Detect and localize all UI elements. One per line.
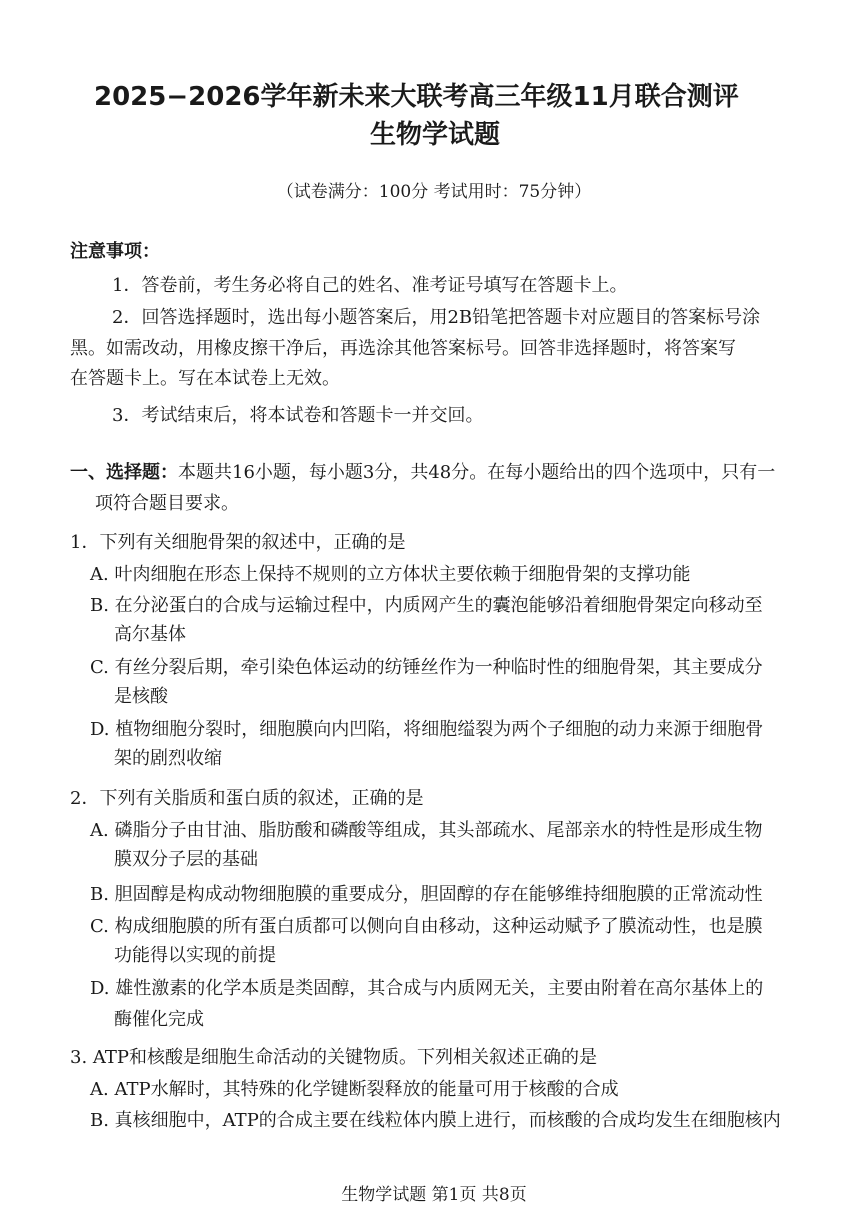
option-1c-cont: 是核酸 bbox=[114, 686, 168, 707]
question-stem-3: 3. ATP和核酸是细胞生命活动的关键物质。下列相关叙述正确的是 bbox=[70, 1047, 598, 1068]
option-1d: D. 植物细胞分裂时，细胞膜向内凹陷，将细胞缢裂为两个子细胞的动力来源于细胞骨 bbox=[90, 719, 764, 740]
option-2a: A. 磷脂分子由甘油、脂肪酸和磷酸等组成，其头部疏水、尾部亲水的特性是形成生物 bbox=[90, 820, 763, 841]
notice-heading: 注意事项： bbox=[70, 241, 160, 262]
section-desc: 本题共16小题，每小题3分，共48分。在每小题给出的四个选项中，只有一 bbox=[178, 462, 776, 483]
option-2d: D. 雄性激素的化学本质是类固醇，其合成与内质网无关，主要由附着在高尔基体上的 bbox=[90, 978, 764, 999]
option-1c: C. 有丝分裂后期，牵引染色体运动的纺锤丝作为一种临时性的细胞骨架，其主要成分 bbox=[90, 657, 763, 678]
option-2d-cont: 酶催化完成 bbox=[114, 1009, 204, 1030]
subject-title-text: 生物学试题 bbox=[369, 120, 500, 150]
notice-item: 在答题卡上。写在本试卷上无效。 bbox=[70, 368, 340, 389]
subject-title bbox=[0, 118, 868, 152]
option-1a: A. 叶肉细胞在形态上保持不规则的立方体状主要依赖于细胞骨架的支撑功能 bbox=[90, 564, 691, 585]
notice-item: 1．答卷前，考生务必将自己的姓名、准考证号填写在答题卡上。 bbox=[112, 275, 628, 296]
option-1d-cont: 架的剧烈收缩 bbox=[114, 748, 222, 769]
option-2b: B. 胆固醇是构成动物细胞膜的重要成分，胆固醇的存在能够维持细胞膜的正常流动性 bbox=[90, 884, 763, 905]
exam-info: （试卷满分：100分 考试用时：75分钟） bbox=[276, 182, 592, 202]
option-2c: C. 构成细胞膜的所有蛋白质都可以侧向自由移动，这种运动赋予了膜流动性，也是膜 bbox=[90, 916, 763, 937]
section-desc-cont: 项符合题目要求。 bbox=[95, 493, 239, 514]
option-2a-cont: 膜双分子层的基础 bbox=[114, 849, 258, 870]
exam-title: 2025−2026学年新未来大联考高三年级11月联合测评 bbox=[94, 82, 739, 112]
section-heading bbox=[70, 460, 775, 486]
question-stem-2: 2．下列有关脂质和蛋白质的叙述，正确的是 bbox=[70, 788, 424, 809]
question-stem-1: 1．下列有关细胞骨架的叙述中，正确的是 bbox=[70, 532, 406, 553]
option-3b: B. 真核细胞中，ATP的合成主要在线粒体内膜上进行，而核酸的合成均发生在细胞核内 bbox=[90, 1110, 781, 1131]
page-footer: 生物学试题 第1页 共8页 bbox=[341, 1185, 527, 1205]
option-3a: A. ATP水解时，其特殊的化学键断裂释放的能量可用于核酸的合成 bbox=[90, 1079, 619, 1100]
option-2c-cont: 功能得以实现的前提 bbox=[114, 945, 276, 966]
notice-item: 2．回答选择题时，选出每小题答案后，用2B铅笔把答题卡对应题目的答案标号涂 bbox=[112, 307, 761, 328]
notice-item: 黑。如需改动，用橡皮擦干净后，再选涂其他答案标号。回答非选择题时，将答案写 bbox=[70, 338, 736, 359]
section-label: 一、选择题： bbox=[70, 462, 178, 483]
option-1b-cont: 高尔基体 bbox=[114, 624, 186, 645]
option-1b: B. 在分泌蛋白的合成与运输过程中，内质网产生的囊泡能够沿着细胞骨架定向移动至 bbox=[90, 595, 763, 616]
notice-item: 3．考试结束后，将本试卷和答题卡一并交回。 bbox=[112, 405, 484, 426]
